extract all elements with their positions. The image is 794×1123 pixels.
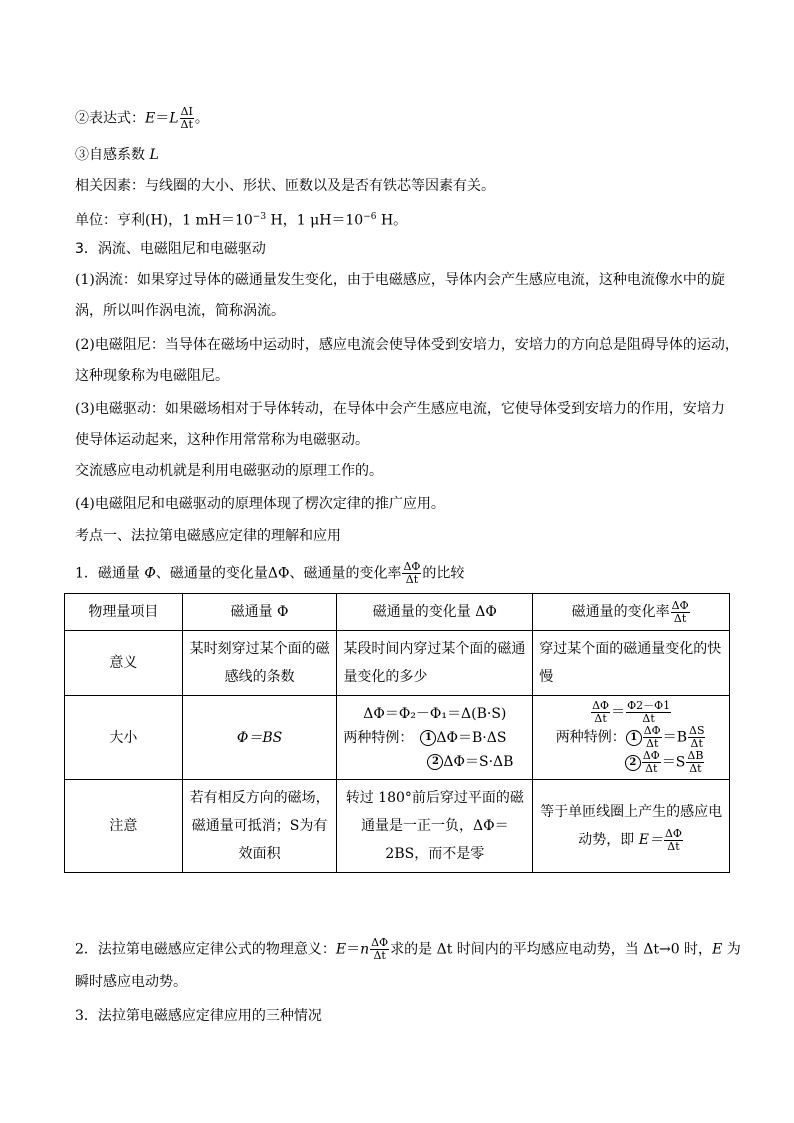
circle-number-1: 1 [420,730,436,746]
drive-line-1: (3)电磁驱动：如果磁场相对于导体转动，在导体中会产生感应电流，它使导体受到安培力的作用，安培力 [75,401,725,417]
equals-b: ＝B [662,729,687,746]
fraction-numerator: Φ2－Φ1 [627,699,671,712]
fraction-denominator: Δt [673,611,687,625]
fraction-numerator: ΔΦ [642,749,660,762]
fraction-numerator: ΔΦ [371,936,389,949]
cell-meaning-flux: 某时刻穿过某个面的磁感线的条数 [182,631,337,696]
rate-special-case-1 [539,725,723,750]
fraction-denominator: Δt [405,573,419,586]
symbol-l: L [169,110,179,127]
header-flux: 磁通量 Φ [182,594,337,631]
comparison-heading [75,561,464,586]
expression-line [75,106,209,131]
cell-size-flux [182,696,337,780]
cell-note-rate [533,780,730,873]
faraday-text-c: 求的是 Δt 时间内的平均感应电动势，当 Δt→0 时， [390,941,713,958]
formula-phi-bs: Φ＝BS [236,729,283,746]
fraction-phi-diff-dt [626,700,671,725]
fraction-numerator: ΔI [180,105,193,118]
fraction-di-dt [180,106,194,131]
formula-delta-phi: ΔΦ＝Φ₂－Φ₁＝Δ(B·S) [363,705,507,722]
circle-number-2: 2 [427,754,443,770]
comparison-text-c: 的比较 [422,565,465,582]
special-case-1-formula: ΔΦ＝B·ΔS [436,729,507,746]
fraction-denominator: Δt [646,737,659,750]
drive-line-2: 使导体运动起来，这种作用常常称为电磁驱动。 [75,432,369,448]
note-rate-text: 等于单匝线圈上产生的感应电动势，即 [540,804,723,848]
symbol-l: L [149,147,159,163]
lenz-line: (4)电磁阻尼和电磁驱动的原理体现了楞次定律的推广应用。 [75,496,445,512]
unit-line [75,207,407,231]
symbol-e: E＝ [634,832,663,848]
fraction-denominator: Δt [689,762,702,775]
section-3-heading: 3．涡流、电磁阻尼和电磁驱动 [75,241,266,257]
rate-formula-main [539,700,723,725]
fraction-dphi-dt [664,828,683,853]
exponent-2: −6 [363,212,377,222]
fraction-denominator: Δt [645,762,658,775]
fraction-numerator: ΔS [689,724,705,737]
row-label-size: 大小 [65,696,183,780]
equals-s: ＝S [661,754,686,771]
fraction-denominator: Δt [690,737,703,750]
comparison-table [64,593,730,873]
row-label-meaning: 意义 [65,631,183,696]
unit-text-a: 单位：亨利(H)，1 mH＝10 [75,212,253,229]
period: 。 [194,110,209,127]
fraction-numerator: ΔB [687,749,704,762]
fraction-dphi-dt [370,937,389,962]
header-item: 物理量项目 [65,594,183,631]
fraction-dphi-dt [591,700,610,725]
table-header-row [65,594,730,631]
eddy-current-line-1: (1)涡流：如果穿过导体的磁通量发生变化，由于电磁感应，导体内会产生感应电流，这种电流像水中的旋 [75,272,725,288]
fraction-db-dt [686,750,704,775]
fraction-dphi-dt [402,561,421,586]
symbol-e: E [145,110,156,127]
fraction-dphi-dt [642,750,661,775]
damping-line-2: 这种现象称为电磁阻尼。 [75,368,229,384]
table-row-note [65,780,730,873]
circle-number-1: 1 [626,730,642,746]
faraday-meaning-line [75,937,741,962]
special-case-1 [343,726,526,750]
equals-sign: ＝ [611,704,626,721]
self-inductance-label: ③自感系数 [75,147,145,163]
equals-sign: ＝ [155,110,170,127]
fraction-numerator: ΔΦ [643,724,661,737]
header-flux-change: 磁通量的变化量 ΔΦ [337,594,533,631]
self-inductance-line [75,145,159,165]
fraction-numerator: ΔΦ [403,560,421,573]
special-case-2 [343,750,526,774]
exponent-1: −3 [252,212,267,222]
eddy-current-line-2: 涡，所以叫作涡电流，简称涡流。 [75,303,285,319]
symbol-e: E [335,941,347,958]
fraction-denominator: Δt [373,949,386,962]
row-label-note: 注意 [65,780,183,873]
fraction-denominator: Δt [180,118,193,131]
header-flux-rate-label: 磁通量的变化率 [571,604,670,620]
comparison-text-a: 1．磁通量 [75,565,140,582]
fraction-denominator: Δt [667,839,680,853]
table-row-meaning [65,631,730,696]
special-case-label: 两种特例： [555,729,626,746]
symbol-phi: Φ [144,565,156,582]
damping-line-1: (2)电磁阻尼：当导体在磁场中运动时，感应电流会使导体受到安培力，安培力的方向总是阻碍导体的运动， [75,337,739,353]
equals-sign: ＝ [346,941,361,958]
cell-note-change: 转过 180°前后穿过平面的磁通量是一正一负，ΔΦ＝2BS，而不是零 [337,780,533,873]
unit-text-b: H，1 μH＝10 [266,212,364,229]
related-factors-line: 相关因素：与线圈的大小、形状、匝数以及是否有铁芯等因素有关。 [75,178,495,194]
three-cases-line: 3．法拉第电磁感应定律应用的三种情况 [75,1008,322,1024]
faraday-text-d: 为 [722,941,741,958]
special-case-label: 两种特例： [343,729,407,746]
fraction-numerator: ΔΦ [664,826,682,840]
table-row-size [65,696,730,780]
special-case-2-formula: ΔΦ＝S·ΔB [443,753,514,770]
unit-text-c: H。 [376,212,408,229]
faraday-text-a: 2．法拉第电磁感应定律公式的物理意义： [75,941,336,958]
fraction-denominator: Δt [594,712,607,725]
cell-size-rate [533,696,730,780]
cell-meaning-change: 某段时间内穿过某个面的磁通量变化的多少 [337,631,533,696]
symbol-n: n [360,941,370,958]
fraction-denominator: Δt [642,712,655,725]
motor-line: 交流感应电动机就是利用电磁驱动的原理工作的。 [75,463,383,479]
cell-note-flux: 若有相反方向的磁场，磁通量可抵消；S为有效面积 [182,780,337,873]
topic-1-heading: 考点一、法拉第电磁感应定律的理解和应用 [75,528,341,544]
comparison-text-b: 、磁通量的变化量ΔΦ、磁通量的变化率 [155,565,402,582]
circle-number-2: 2 [625,755,641,771]
cell-meaning-rate: 穿过某个面的磁通量变化的快慢 [533,631,730,696]
rate-special-case-2 [539,750,723,775]
symbol-e: E [712,941,723,958]
cell-size-change [337,696,533,780]
header-flux-rate [533,594,730,631]
fraction-ds-dt [688,725,705,750]
fraction-numerator: ΔΦ [592,699,610,712]
fraction-dphi-dt [643,725,662,750]
fraction-dphi-dt [671,600,690,625]
instant-emf-line: 瞬时感应电动势。 [75,974,187,990]
expression-label: ②表达式： [75,110,145,127]
fraction-numerator: ΔΦ [671,598,689,612]
